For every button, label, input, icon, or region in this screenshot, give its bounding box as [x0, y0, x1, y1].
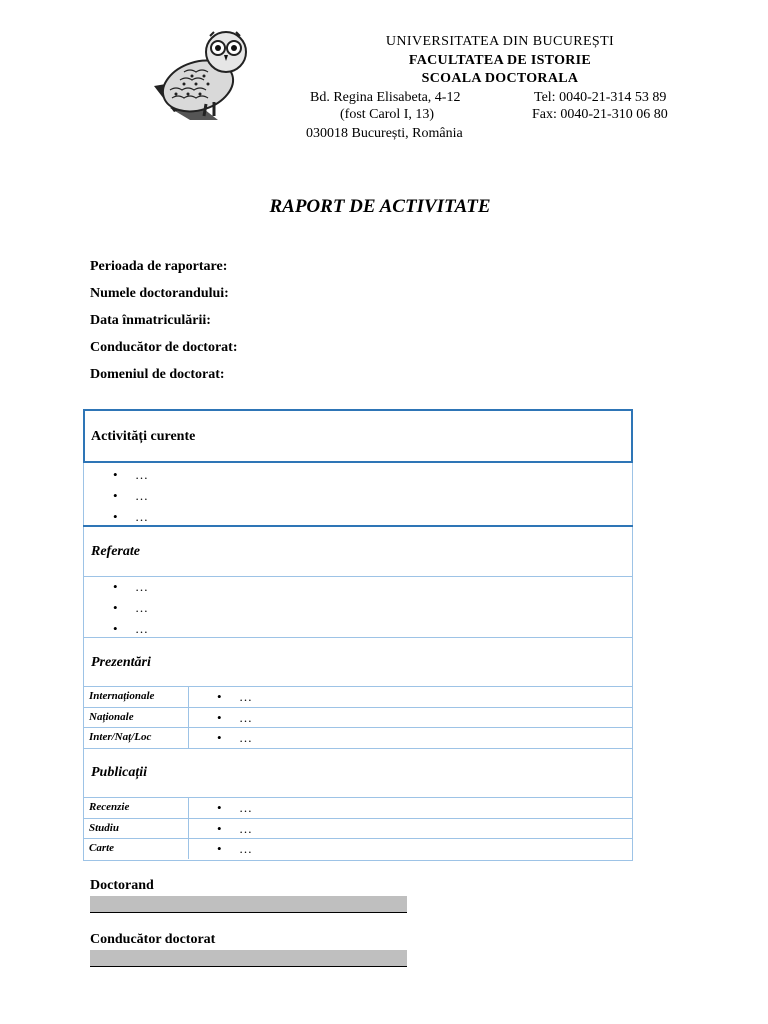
prezentari-label: Internaționale	[89, 690, 155, 702]
row-divider	[83, 838, 633, 839]
publicatii-value: • …	[217, 800, 252, 815]
bullet-icon: •	[217, 800, 222, 815]
publicatii-label: Studiu	[89, 822, 119, 834]
supervisor-label: Conducător doctorat	[90, 932, 216, 947]
bullet-icon: •	[217, 821, 222, 836]
field-doctoral-domain: Domeniul de doctorat:	[90, 367, 225, 382]
row-divider	[83, 686, 633, 687]
publicatii-heading: Publicații	[91, 765, 147, 780]
row-divider	[83, 797, 633, 798]
publicatii-value: • …	[217, 821, 252, 836]
publicatii-value: • …	[217, 841, 252, 856]
row-divider	[83, 637, 633, 638]
bullet-icon: •	[113, 467, 118, 482]
doctorand-signature-field[interactable]	[90, 896, 407, 913]
supervisor-signature-field[interactable]	[90, 950, 407, 967]
activities-heading: Activități curente	[91, 429, 196, 444]
field-reporting-period: Perioada de raportare:	[90, 259, 228, 274]
phone-number: Tel: 0040-21-314 53 89	[534, 90, 667, 105]
address-line-1: Bd. Regina Elisabeta, 4-12	[310, 90, 461, 105]
field-enrollment-date: Data înmatriculării:	[90, 313, 211, 328]
section-divider	[83, 525, 633, 527]
university-name: UNIVERSITATEA DIN BUCUREȘTI	[385, 34, 615, 49]
address-line-2: (fost Carol I, 13)	[340, 107, 435, 122]
publicatii-label: Carte	[89, 842, 115, 854]
fax-number: Fax: 0040-21-310 06 80	[532, 107, 668, 122]
bullet-icon: •	[113, 621, 118, 636]
bullet-icon: •	[113, 488, 118, 503]
bullet-icon: •	[113, 579, 118, 594]
school-name: SCOALA DOCTORALA	[421, 71, 579, 86]
column-divider	[188, 686, 189, 748]
prezentari-label: Naționale	[89, 711, 134, 723]
row-divider	[83, 576, 633, 577]
field-supervisor: Conducător de doctorat:	[90, 340, 238, 355]
doctorand-label: Doctorand	[90, 878, 154, 893]
prezentari-value: • …	[217, 710, 252, 725]
column-divider	[188, 797, 189, 859]
publicatii-label: Recenzie	[89, 801, 130, 813]
faculty-name: FACULTATEA DE ISTORIE	[408, 53, 592, 68]
row-divider	[83, 727, 633, 728]
bullet-icon: •	[217, 841, 222, 856]
bullet-icon: •	[113, 600, 118, 615]
referate-item: • …	[113, 579, 148, 594]
bullet-icon: •	[113, 509, 118, 524]
referate-heading: Referate	[91, 544, 140, 559]
prezentari-value: • …	[217, 730, 252, 745]
row-divider	[83, 818, 633, 819]
activities-item: • …	[113, 509, 148, 524]
field-student-name: Numele doctorandului:	[90, 286, 229, 301]
address-line-3: 030018 București, România	[306, 126, 463, 141]
bullet-icon: •	[217, 730, 222, 745]
prezentari-heading: Prezentări	[91, 655, 151, 670]
row-divider	[83, 707, 633, 708]
activities-item: • …	[113, 467, 148, 482]
referate-item: • …	[113, 600, 148, 615]
row-divider	[83, 748, 633, 749]
owl-logo-icon	[140, 28, 252, 128]
bullet-icon: •	[217, 710, 222, 725]
prezentari-value: • …	[217, 689, 252, 704]
bullet-icon: •	[217, 689, 222, 704]
activities-item: • …	[113, 488, 148, 503]
activity-table	[83, 409, 633, 861]
referate-item: • …	[113, 621, 148, 636]
prezentari-label: Inter/Naț/Loc	[89, 731, 152, 743]
report-title: RAPORT DE ACTIVITATE	[269, 196, 491, 217]
